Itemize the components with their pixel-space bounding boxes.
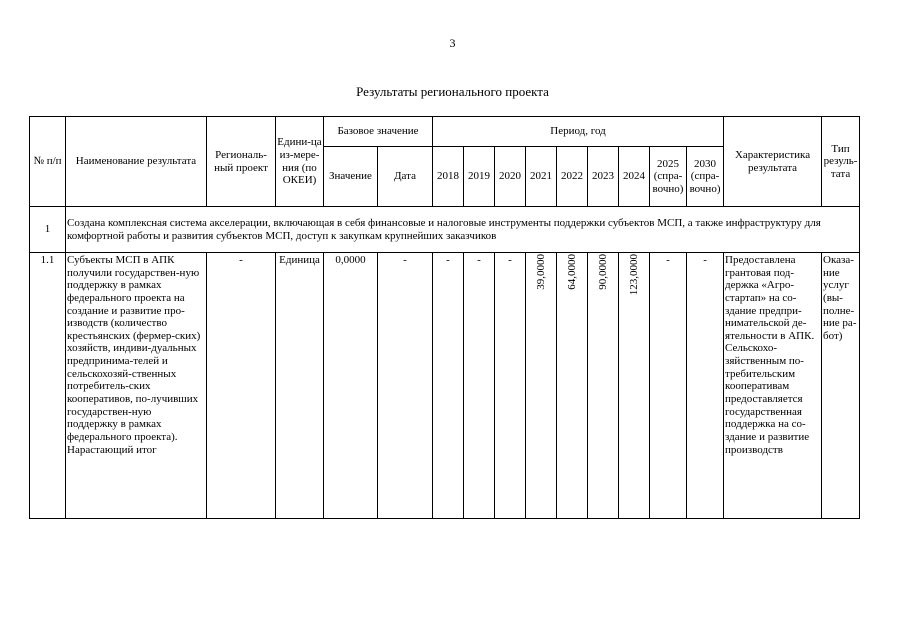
row-value-2020: -: [495, 253, 526, 519]
page-number: 3: [449, 36, 456, 50]
header-base-date: Дата: [378, 147, 433, 207]
header-year: 2024: [619, 147, 650, 207]
header-year: 2019: [464, 147, 495, 207]
header-base-value: Значение: [324, 147, 378, 207]
row-value-2023: [588, 253, 619, 519]
header-year: 2021: [526, 147, 557, 207]
row-value-2024: [619, 253, 650, 519]
row-regional: -: [207, 253, 276, 519]
row-value-2030: -: [687, 253, 724, 519]
header-name: Наименование результата: [66, 117, 207, 207]
row-value-2021: [526, 253, 557, 519]
row-unit: Единица: [276, 253, 324, 519]
row-num: 1.1: [30, 253, 66, 519]
header-num: № п/п: [30, 117, 66, 207]
header-regional: Региональ-ный проект: [207, 117, 276, 207]
header-characteristic: Характеристика результата: [724, 117, 822, 207]
value-text: 123,0000: [627, 254, 640, 296]
header-type: Тип резуль-тата: [822, 117, 860, 207]
row-characteristic: Предоставлена грантовая под-держка «Агро-стартап» на со-здание предпри-нимательской де-ятельности в АПК. Сельскохо-зяйственным по-требительским кооперативам предоставляется государственная поддержка на со-здание и развитие производств: [724, 253, 822, 519]
section-num: 1: [30, 207, 66, 253]
header-year: 2025 (спра-вочно): [650, 147, 687, 207]
row-value-2019: -: [464, 253, 495, 519]
row-type: Оказа-ние услуг (вы-полне-ние ра-бот): [822, 253, 860, 519]
section-text: Создана комплексная система акселерации, включающая в себя финансовые и налоговые инструменты поддержки субъектов МСП, а также инфраструктуру для комфортной работы и развития субъектов МСП, доступ к закупкам крупнейших заказчиков: [66, 207, 860, 253]
header-period: Период, год: [433, 117, 724, 147]
header-base: Базовое значение: [324, 117, 433, 147]
row-base-date: -: [378, 253, 433, 519]
value-text: 90,0000: [596, 254, 609, 290]
value-text: 64,0000: [565, 254, 578, 290]
header-year: 2022: [557, 147, 588, 207]
results-table: [29, 116, 860, 519]
header-year: 2018: [433, 147, 464, 207]
row-value-2025: -: [650, 253, 687, 519]
header-year: 2020: [495, 147, 526, 207]
row-value-2018: -: [433, 253, 464, 519]
page-title: Результаты регионального проекта: [356, 84, 549, 99]
row-name: Субъекты МСП в АПК получили государствен-ную поддержку в рамках федерального проекта на создание и развитие про-изводств (количество крестьянских (фермер-ских) хозяйств, индиви-дуальных предпринима-телей и сельскохозяй-ственных потребитель-ских кооперативов, по-лучивших государствен-ную поддержку в рамках федерального проекта). Нарастающий итог: [66, 253, 207, 519]
header-unit: Едини-ца из-мере-ния (по ОКЕИ): [276, 117, 324, 207]
row-base-value: 0,0000: [324, 253, 378, 519]
header-year: 2023: [588, 147, 619, 207]
row-value-2022: [557, 253, 588, 519]
header-year: 2030 (спра-вочно): [687, 147, 724, 207]
value-text: 39,0000: [534, 254, 547, 290]
